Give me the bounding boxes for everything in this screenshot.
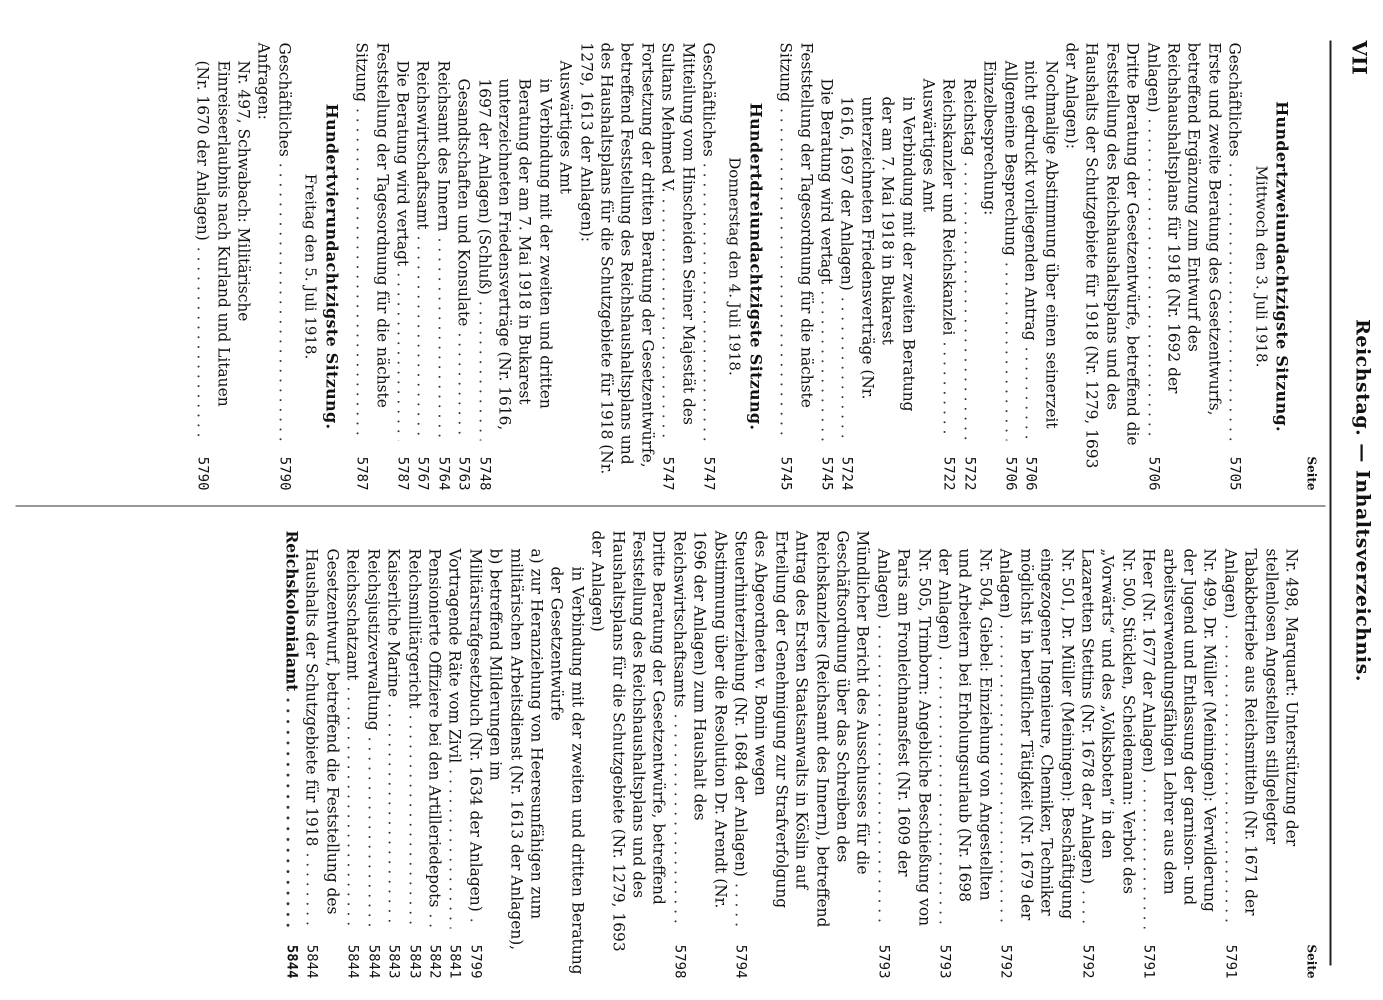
toc-entry-text: Nochmalige Abstimmung über einen seinerzeit nicht gedruckt vorliegenden Antrag . . . [1020, 60, 1061, 440]
toc-entry-text: Nr. 497, Schwabach: Militärische Einreiseerlaubnis nach Kurland und Litauen (Nr. 1670 der Anlagen) . . . [192, 60, 253, 440]
toc-entry-text: Vortragende Räte vom Zivil . . . [444, 548, 464, 928]
toc-entry-text: Dritte Beratung der Gesetzentwürfe, betreffend Feststellung des Reichshaushaltsplans und des Haushaltsplans für die Schutzgebiete (Nr. 1279, 1693 der Anlagen) [588, 530, 668, 952]
toc-entry-text: a) zur Heranziehung von Heeresunfähigen zum militärischen Arbeitsdienst (Nr. 1613 der Anlagen), [506, 548, 545, 950]
toc-entry-text: Gesandtschaften und Konsulate . . . [453, 78, 473, 440]
toc-entry [192, 42, 253, 490]
toc-page-number: 5747 [659, 456, 676, 490]
toc-page-number: 5841 [446, 944, 463, 978]
toc-entry-text: b) betreffend Milderungen im Militärstrafgesetzbuch (Nr. 1634 der Anlagen) . . . [464, 548, 505, 928]
toc-page-number: 5706 [1144, 456, 1161, 490]
toc-page-number: 5747 [700, 456, 717, 490]
toc-entry [1077, 530, 1138, 978]
toc-page-number: 5791 [1140, 944, 1157, 978]
toc-entry [505, 530, 546, 978]
toc-entry-text: Mündlicher Bericht des Ausschusses für die Geschäftsordnung über das Schreiben des Reichskanzlers (Reichsamt des Innern), betreffend Antrag des Ersten Staatsanwalts in Köslin auf Erteilung der Genehmigung zur Strafverfolgung des Abgeordneten v. Bonin wegen Steuerhinterziehung (Nr. 1684 der Anlagen) . . . [730, 530, 873, 928]
toc-entry-text: Auswärtiges Amt [556, 60, 575, 194]
toc-page-number: 5791 [1221, 944, 1238, 978]
toc-entry-text: Reichsmilitärgericht . . . [403, 548, 423, 928]
toc-page-number: 5748 [475, 456, 492, 490]
session-date: Mittwoch den 3. Juli 1918. [1251, 165, 1270, 367]
toc-entry-text: Reichsamt des Innern . . . [432, 60, 452, 440]
toc-page-number: 5705 [1226, 456, 1243, 490]
toc-page-number: 5706 [1022, 456, 1039, 490]
toc-entry-text: Geschäftliches . . . [1224, 42, 1244, 440]
header-rule [1329, 40, 1331, 965]
toc-page-number: 5745 [818, 456, 835, 490]
toc-entry [555, 42, 575, 490]
toc-entry-text: Die Beratung wird vertagt . . . [816, 78, 836, 440]
toc-entry-text: Gesetzentwurf, betreffend die Feststellung des Haushalts der Schutzgebiete für 1918 . . . [301, 548, 342, 928]
toc-page-number: 5767 [414, 456, 431, 490]
toc-page-number: 5843 [385, 944, 402, 978]
toc-page-number: 5798 [670, 944, 687, 978]
toc-entry-text: Nr. 498, Marquart: Unterstützung der stellenlosen Angestellten stillgelegter Tabakbetriebe aus Reichsmitteln (Nr. 1671 der Anlagen) . . . [1219, 548, 1301, 928]
session-heading: Hundertvierundachtzigste Sitzung. [321, 103, 341, 429]
toc-entry-text: Reichskanzler und Reichskanzlei . . . [938, 78, 958, 440]
toc-entry [730, 530, 873, 978]
toc-entry [938, 42, 958, 490]
toc-page-number: 5763 [455, 456, 472, 490]
toc-entry [979, 42, 999, 490]
toc-entry-text: Mitteilung vom Hinscheiden Seiner Majestät des Sultans Mehmed V. . . . [657, 42, 698, 440]
toc-entry [473, 42, 555, 490]
toc-entry-text: Reichsschatzamt . . . [342, 548, 362, 928]
toc-column-right [281, 530, 1321, 978]
toc-entry [546, 530, 587, 978]
toc-entry [836, 42, 918, 490]
toc-page-number: 5790 [275, 456, 292, 490]
toc-page-number: 5787 [393, 456, 410, 490]
toc-entry-text: in Verbindung mit der zweiten und dritten Beratung der am 7. Mai 1918 in Bukarest unterzeichneten Friedensverträge (Nr. 1616, 1697 der Anlagen) (Schluß) . . . [473, 78, 555, 440]
toc-entry-text: Nr. 500, Stücklen, Scheidemann: Verbot des „Vorwärts“ und des „Volksboten“ in den Lazaretten Stettins (Nr. 1678 der Anlagen) . . . [1077, 548, 1138, 928]
page-title: Reichstag. — Inhaltsverzeichnis. [1351, 318, 1373, 682]
toc-entry [1142, 42, 1224, 490]
toc-entry-text: in Verbindung mit der zweiten Beratung der am 7. Mai 1918 in Bukarest unterzeichneten Friedensverträge (Nr. 1616, 1697 der Anlagen) . . . [836, 96, 918, 440]
toc-entry [342, 530, 362, 978]
toc-entry [424, 530, 444, 978]
toc-page-number: 5793 [936, 944, 953, 978]
toc-entry-text: Allgemeine Besprechung . . . [999, 60, 1019, 440]
toc-entry-text: Reichstag . . . [959, 78, 979, 440]
toc-page-number: 5842 [425, 944, 442, 978]
toc-entry [698, 42, 718, 490]
toc-entry [444, 530, 464, 978]
toc-entry [301, 530, 342, 978]
toc-entry [999, 42, 1019, 490]
toc-page-number: 5745 [777, 456, 794, 490]
seite-label-right: Seite [1304, 943, 1318, 978]
toc-entry [775, 42, 816, 490]
toc-page-number: 5706 [1001, 456, 1018, 490]
toc-page-number: 5722 [960, 456, 977, 490]
toc-entry [274, 42, 294, 490]
toc-entry [657, 42, 698, 490]
toc-entry [453, 42, 473, 490]
toc-entry-text: Nr. 501, Dr. Müller (Meiningen): Beschäftigung eingezogener Ingenieure, Chemiker, Techniker möglichst in beruflicher Tätigkeit (Nr. 1679 der Anlagen) . . . [995, 548, 1077, 928]
toc-entry-text: Erste und zweite Beratung des Gesetzentwurfs, betreffend Ergänzung zum Entwurf des Reichshaushaltsplans für 1918 (Nr. 1692 der Anlagen) . . . [1142, 42, 1224, 440]
toc-page-number: 5787 [353, 456, 370, 490]
toc-page-number: 5844 [283, 944, 300, 978]
session-heading: Hundertzweiundachtzigste Sitzung. [1272, 100, 1291, 432]
toc-page-number: 5790 [194, 456, 211, 490]
toc-entry-text: Nr. 504, Giebel: Einziehung von Angestellten und Arbeitern bei Erholungsurlaub (Nr. 1698 der Anlagen) . . . [934, 548, 995, 928]
toc-entry [351, 42, 392, 490]
toc-entry-text: Fortsetzung der dritten Beratung der Gesetzentwürfe, betreffend Feststellung des Reichshaushaltsplans und des Haushaltsplans für die Schutzgebiete für 1918 (Nr. 1279, 1613 der Anlagen): [576, 42, 656, 474]
toc-page-number: 5844 [364, 944, 381, 978]
column-divider [15, 505, 1325, 506]
seite-label-left: Seite [1304, 455, 1318, 490]
toc-entry [995, 530, 1077, 978]
toc-entry [392, 42, 412, 490]
toc-entry [668, 530, 729, 978]
page-number: VII [1347, 40, 1371, 75]
toc-entry [403, 530, 423, 978]
toc-entry-text: Reichsjustizverwaltung . . . [362, 548, 382, 928]
toc-entry [1020, 42, 1061, 490]
toc-entry-text: Reichswirtschaftsamt . . . [412, 60, 432, 440]
toc-entry-text: in Verbindung mit der zweiten und dritten Beratung der Gesetzentwürfe [547, 566, 586, 975]
toc-entry [412, 42, 432, 490]
toc-entry-text: Anfragen: [254, 42, 273, 120]
toc-entry [253, 42, 273, 490]
toc-entry-text: Feststellung der Tagesordnung für die nächste Sitzung . . . [775, 42, 816, 440]
toc-entry [587, 530, 669, 978]
toc-page-number: 5794 [732, 944, 749, 978]
toc-entry [1061, 42, 1143, 490]
toc-entry [918, 42, 938, 490]
toc-entry-text: Reichskolonialamt . . . [281, 530, 301, 928]
session-date: Donnerstag den 4. Juli 1918. [725, 156, 744, 376]
toc-entry [362, 530, 382, 978]
toc-entry [432, 42, 452, 490]
toc-entry [1224, 42, 1244, 490]
toc-entry-text: Kaiserliche Marine . . . [383, 548, 403, 928]
toc-page-number: 5792 [1078, 944, 1095, 978]
toc-page-number: 5722 [940, 456, 957, 490]
toc-entry [464, 530, 505, 978]
toc-page-number: 5764 [434, 456, 451, 490]
toc-page-number: 5793 [874, 944, 891, 978]
toc-page-number: 5724 [838, 456, 855, 490]
toc-entry-text: Dritte Beratung der Gesetzentwürfe, betreffend die Feststellung des Reichshaushaltsplans und des Haushalts der Schutzgebiete für 1918 (Nr. 1279, 1693 der Anlagen): [1061, 42, 1142, 468]
toc-entry [872, 530, 933, 978]
toc-entry-text: Abstimmung über die Resolution Dr. Arendt (Nr. 1696 der Anlagen) zum Haushalt des Reichswirtschaftsamts . . . [668, 530, 729, 928]
toc-entry-text: Geschäftliches . . . [698, 42, 718, 440]
toc-page-number: 5792 [997, 944, 1014, 978]
toc-entry-text: Pensionierte Offiziere bei den Artilleriedepots . . . [424, 548, 444, 928]
toc-entry-text: Die Beratung wird vertagt . . . [392, 60, 412, 440]
toc-entry [575, 42, 657, 490]
toc-entry [816, 42, 836, 490]
toc-entry-text: Geschäftliches . . . [274, 42, 294, 440]
toc-entry [934, 530, 995, 978]
session-heading: Hundertdreiundachtzigste Sitzung. [745, 102, 765, 430]
session-date: Freitag den 5. Juli 1918. [301, 173, 320, 359]
toc-entry [1138, 530, 1220, 978]
toc-entry-text: Auswärtiges Amt [919, 78, 938, 212]
toc-entry-text: Nr. 505, Trimborn: Angebliche Beschießung von Paris am Fronleichnamsfest (Nr. 1609 der Anlagen) . . . [872, 548, 933, 928]
toc-entry-text: Nr. 499, Dr. Müller (Meiningen): Verwilderung der Jugend und Entlassung der garnison- und arbeitsverwendungsfähigen Lehrer aus dem Heer (Nr. 1677 der Anlagen) . . . [1138, 548, 1220, 928]
toc-page-number: 5844 [344, 944, 361, 978]
toc-entry [281, 530, 301, 978]
toc-entry [383, 530, 403, 978]
toc-page-number: 5799 [466, 944, 483, 978]
toc-page-number: 5843 [405, 944, 422, 978]
toc-entry [1219, 530, 1301, 978]
toc-column-left [192, 42, 1321, 490]
toc-entry [959, 42, 979, 490]
toc-entry-text: Einzelbesprechung: [980, 60, 999, 215]
toc-page-number: 5844 [303, 944, 320, 978]
toc-entry-text: Feststellung der Tagesordnung für die nächste Sitzung . . . [351, 42, 392, 440]
